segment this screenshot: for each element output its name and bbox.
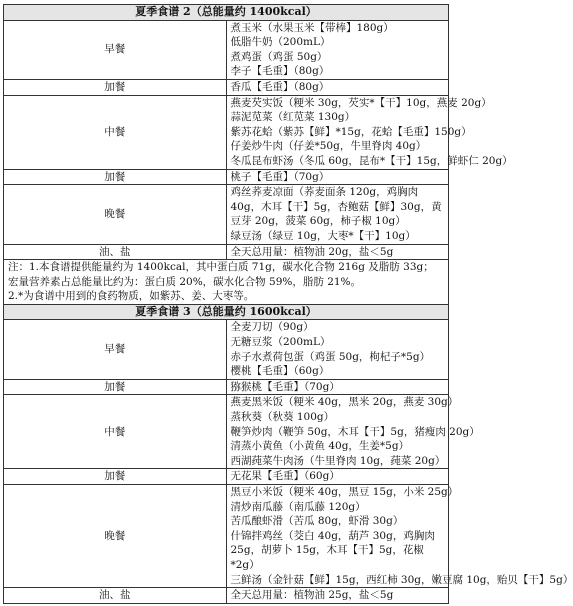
dish-item: 鸡丝荞麦凉面（荞麦面条 120g，鸡胸肉 40g，木耳【干】5g，杏鲍菇【鲜】30g，黄豆芽 20g，菠菜 60g，柿子椒 10g） (230, 186, 442, 228)
dish-item: 桃子【毛重】（70g） (230, 170, 330, 183)
meal-items (226, 485, 573, 588)
meal-items (226, 169, 449, 185)
dish-item: 煮玉米（水果玉米【带棒】180g） (230, 21, 394, 34)
meal-label: 油、盐 (4, 244, 227, 260)
dish-item: 黑豆小米饭（粳米 40g，黑豆 15g，小米 25g） (230, 486, 459, 498)
meal-label: 晚餐 (4, 485, 227, 588)
dish-item: 什锦拌鸡丝（茭白 40g，葫芦 30g，鸡胸肉 25g，胡萝卜 15g，木耳【干】5g，花椒*2g） (230, 529, 435, 571)
dish-item: 全天总用量：植物油 20g，盐＜5g (230, 245, 394, 258)
meal-label: 早餐 (4, 20, 227, 79)
meal-items (226, 185, 449, 244)
dish-item: 蒸秋葵（秋葵 100g） (230, 411, 335, 424)
dish-item: 燕麦黑米饭（粳米 40g，黑米 20g，燕麦 30g） (230, 396, 459, 409)
dish-item: 苦瓜酿虾滑（苦瓜 80g，虾滑 30g） (230, 515, 404, 528)
dish-item: 无糖豆浆（200mL） (230, 336, 331, 349)
note-line: 注：1.本食谱提供能量约为 1400kcal，其中蛋白质 71g，碳水化合物 216g 及脂肪 33g；宏量营养素占总能量比约为：蛋白质 20%，碳水化合物 59%，脂肪 21%。 (8, 261, 434, 288)
dish-item: 香瓜【毛重】（80g） (230, 80, 330, 93)
dish-item: 清蒸小黄鱼（小黄鱼 40g，生姜*5g） (230, 440, 410, 453)
meal-label: 加餐 (4, 79, 227, 95)
meal-items (226, 469, 449, 485)
dish-item: 绿豆汤（绿豆 10g，大枣*【干】10g） (230, 229, 416, 242)
meal-label: 晚餐 (4, 185, 227, 244)
dish-item: 冬瓜昆布虾汤（冬瓜 60g，昆布*【干】15g，鲜虾仁 20g） (230, 154, 513, 167)
meal-label: 早餐 (4, 320, 227, 379)
dish-item: 紫苏花蛤（紫苏【鲜】*15g，花蛤【毛重】150g） (230, 125, 472, 138)
meal-label: 中餐 (4, 95, 227, 169)
meal-label: 加餐 (4, 169, 227, 185)
dish-item: 低脂牛奶（200mL） (230, 36, 331, 49)
dish-item: 仔姜炒牛肉（仔姜*50g，牛里脊肉 40g） (230, 140, 427, 153)
meal-items (226, 588, 449, 604)
meal-label: 油、盐 (4, 588, 227, 604)
meal-items (226, 379, 449, 395)
dish-item: 李子【毛重】（80g） (230, 65, 330, 78)
meal-items (226, 95, 513, 169)
meal-items (226, 20, 449, 79)
dish-item: 西湖莼菜牛肉汤（牛里脊肉 10g，莼菜 20g） (230, 454, 446, 467)
dish-item: 樱桃【毛重】（60g） (230, 365, 330, 378)
meal-label: 加餐 (4, 379, 227, 395)
dish-item: 鞭笋炒肉（鞭笋 50g，木耳【干】5g，猪瘦肉 20g） (230, 425, 480, 438)
meal-label: 加餐 (4, 469, 227, 485)
recipe-3-section (4, 304, 573, 603)
recipe-3-title: 夏季食谱 3（总能量约 1600kcal） (4, 304, 449, 320)
dish-item: 三鲜汤（金针菇【鲜】15g，西红柿 30g，嫩豆腐 10g，贻贝【干】5g） (230, 573, 573, 586)
dish-item: 赤子水煮荷包蛋（鸡蛋 50g，枸杞子*5g） (230, 350, 431, 363)
meal-items (226, 320, 449, 379)
recipe-2-title: 夏季食谱 2（总能量约 1400kcal） (4, 5, 449, 21)
dish-item: 无花果【毛重】（60g） (230, 470, 340, 483)
meal-label: 中餐 (4, 395, 227, 469)
dish-item: 蒜泥苋菜（红苋菜 130g） (230, 111, 356, 124)
dish-item: 燕麦芡实饭（粳米 30g，芡实*【干】10g，燕麦 20g） (230, 96, 492, 109)
recipe-2-notes (4, 260, 449, 305)
dish-item: 煮鸡蛋（鸡蛋 50g） (230, 50, 328, 63)
dish-item: 清炒南瓜藤（南瓜藤 120g） (230, 500, 366, 513)
recipe-table (3, 4, 573, 604)
meal-items (226, 79, 449, 95)
dish-item: 全麦刀切（90g） (230, 321, 314, 334)
meal-items (226, 395, 480, 469)
dish-item: 全天总用量：植物油 25g，盐＜5g (230, 589, 394, 602)
recipe-2-section (4, 5, 513, 305)
dish-item: 猕猴桃【毛重】（70g） (230, 380, 340, 393)
note-line: 2.*为食谱中用到的食药物质，如紫苏、姜、大枣等。 (8, 290, 255, 303)
meal-items (226, 244, 449, 260)
